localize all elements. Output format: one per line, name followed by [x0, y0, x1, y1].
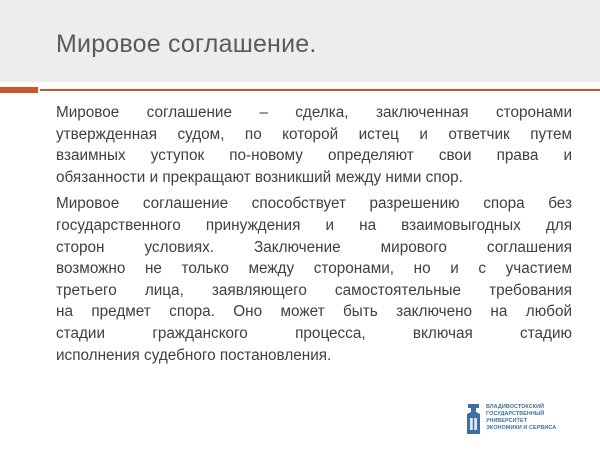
paragraph-details	[56, 193, 572, 366]
logo-line: ЭКОНОМИКИ И СЕРВИСА	[486, 425, 557, 431]
title-divider	[40, 89, 600, 91]
logo-line: УНИВЕРСИТЕТ	[486, 418, 528, 424]
accent-bar	[0, 87, 38, 93]
text-line: Мировое соглашение способствует разрешению спора без	[56, 195, 572, 213]
logo-line: ВЛАДИВОСТОКСКИЙ	[486, 404, 545, 410]
text-line: Мировое соглашение – сделка, заключенная сторонами	[56, 104, 572, 121]
logo-text	[486, 404, 556, 432]
text-line: сторон условиях. Заключение мирового соглашения	[56, 238, 572, 256]
text-line: возможно не только между сторонами, но и с участием	[56, 260, 572, 278]
logo-line: ГОСУДАРСТВЕННЫЙ	[486, 411, 545, 417]
text-line: исполнения судебного постановления.	[56, 346, 332, 364]
slide-title: Мировое соглашение.	[56, 30, 317, 58]
paragraph-definition	[56, 102, 572, 188]
university-emblem-icon	[465, 402, 482, 436]
text-line: третьего лица, заявляющего самостоятельные требования	[56, 281, 572, 299]
text-line: взаимных уступок по-новому определяют свои права и	[56, 147, 572, 165]
title-band	[0, 0, 600, 82]
text-line: государственного принуждения и на взаимовыгодных для	[56, 216, 572, 234]
text-line: на предмет спора. Оно может быть заключено на любой	[56, 303, 572, 321]
text-line: утвержденная судом, по которой истец и ответчик путем	[56, 125, 572, 143]
text-line: стадии гражданского процесса, включая стадию	[56, 324, 572, 342]
text-line: обязанности и прекращают возникший между ними спор.	[56, 168, 463, 186]
slide-body	[56, 102, 572, 371]
university-logo	[465, 400, 585, 440]
